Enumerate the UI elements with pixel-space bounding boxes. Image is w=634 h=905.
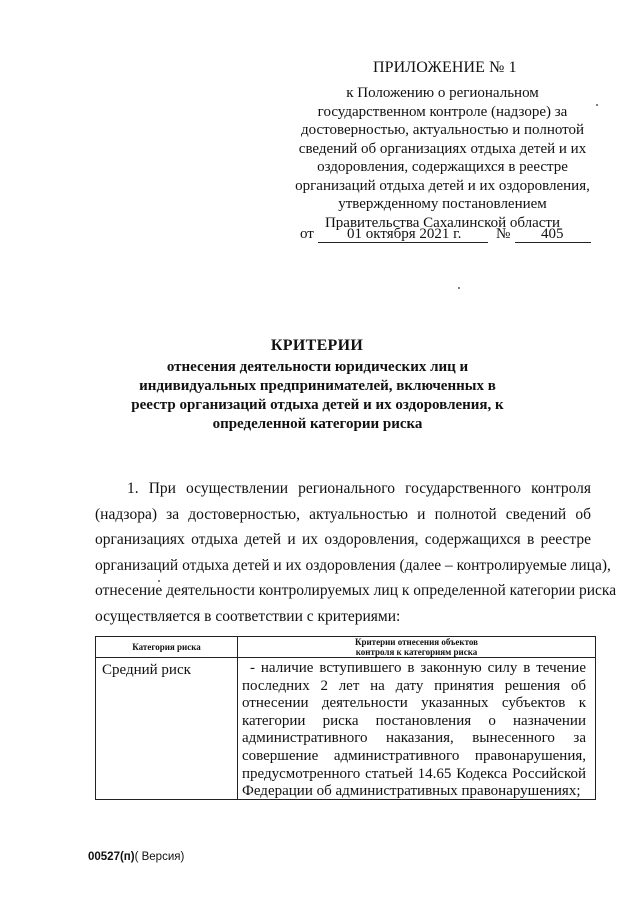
- document-title: КРИТЕРИИ: [270, 337, 364, 354]
- document-version: ( Версия): [134, 851, 185, 863]
- risk-category-cell: Средний риск: [102, 662, 191, 678]
- subtitle-line: определенной категории риска: [212, 416, 423, 432]
- criteria-line: Федерации об административных правонарушениях;: [242, 783, 581, 800]
- table-header-divider: [96, 657, 595, 658]
- criteria-line: отнесении деятельности указанных субъектов к: [242, 695, 586, 712]
- criteria-cell: [242, 660, 586, 801]
- appendix-line: государственном контроле (надзоре) за: [317, 103, 568, 120]
- document-subtitle: [130, 358, 505, 434]
- paragraph-line: отнесение деятельности контролируемых лиц к определенной категории риска: [95, 582, 617, 599]
- appendix-line: организаций отдыха детей и их оздоровления,: [295, 177, 590, 194]
- scan-speck: [458, 287, 460, 289]
- scan-speck: [158, 580, 160, 582]
- paragraph-line: (надзора) за достоверностью, актуальностью и полнотой сведений об: [95, 506, 591, 523]
- paragraph-line: организациях отдыха детей и их оздоровления, содержащихся в реестре: [95, 531, 591, 548]
- appendix-line: сведений об организациях отдыха детей и их: [298, 140, 587, 157]
- criteria-table: [95, 636, 596, 800]
- appendix-line: достоверностью, актуальностью и полнотой: [300, 122, 585, 138]
- header-criteria-line: Критерии отнесения объектов: [354, 637, 479, 647]
- paragraph-line: осуществляется в соответствии с критериями:: [95, 608, 401, 625]
- appendix-line: утвержденному постановлением: [338, 196, 547, 212]
- paragraph-line: организаций отдыха детей и их оздоровления (далее – контролируемые лица),: [95, 557, 611, 574]
- scan-speck: [596, 104, 598, 106]
- subtitle-line: индивидуальных предпринимателей, включенных в: [139, 378, 496, 394]
- paragraph-line: 1. При осуществлении регионального государственного контроля: [127, 480, 591, 497]
- criteria-line: предусмотренного статьей 14.65 Кодекса Российской: [242, 765, 586, 782]
- criteria-line: совершение административного правонарушения,: [242, 747, 586, 764]
- decree-number: 405: [541, 226, 564, 242]
- document-code: [88, 851, 184, 863]
- criteria-line: категории риска постановления о назначении: [242, 712, 586, 729]
- number-prefix: №: [496, 226, 511, 242]
- date-prefix: от: [300, 226, 314, 242]
- document-code-number: 00527(п): [88, 851, 135, 863]
- criteria-line: административного наказания, вынесенного за: [242, 730, 586, 747]
- subtitle-line: отнесения деятельности юридических лиц и: [166, 359, 469, 375]
- table-header-criteria: [238, 637, 595, 657]
- criteria-line: - наличие вступившего в законную силу в течение: [250, 660, 586, 676]
- appendix-title: ПРИЛОЖЕНИЕ № 1: [373, 59, 517, 76]
- appendix-reference: [280, 84, 605, 232]
- subtitle-line: реестр организаций отдыха детей и их оздоровления, к: [131, 397, 504, 413]
- criteria-line: последних 2 лет на дату принятия решения об: [242, 677, 586, 694]
- decree-date: 01 октября 2021 г.: [347, 226, 462, 242]
- appendix-line: к Положению о региональном: [346, 85, 539, 101]
- appendix-line: оздоровления, содержащихся в реестре: [317, 159, 568, 175]
- table-column-divider: [237, 637, 238, 799]
- table-header-category: Категория риска: [132, 642, 201, 652]
- header-criteria-line: контроля к категориям риска: [355, 647, 478, 657]
- appendix-line: Правительства Сахалинской области: [324, 214, 561, 231]
